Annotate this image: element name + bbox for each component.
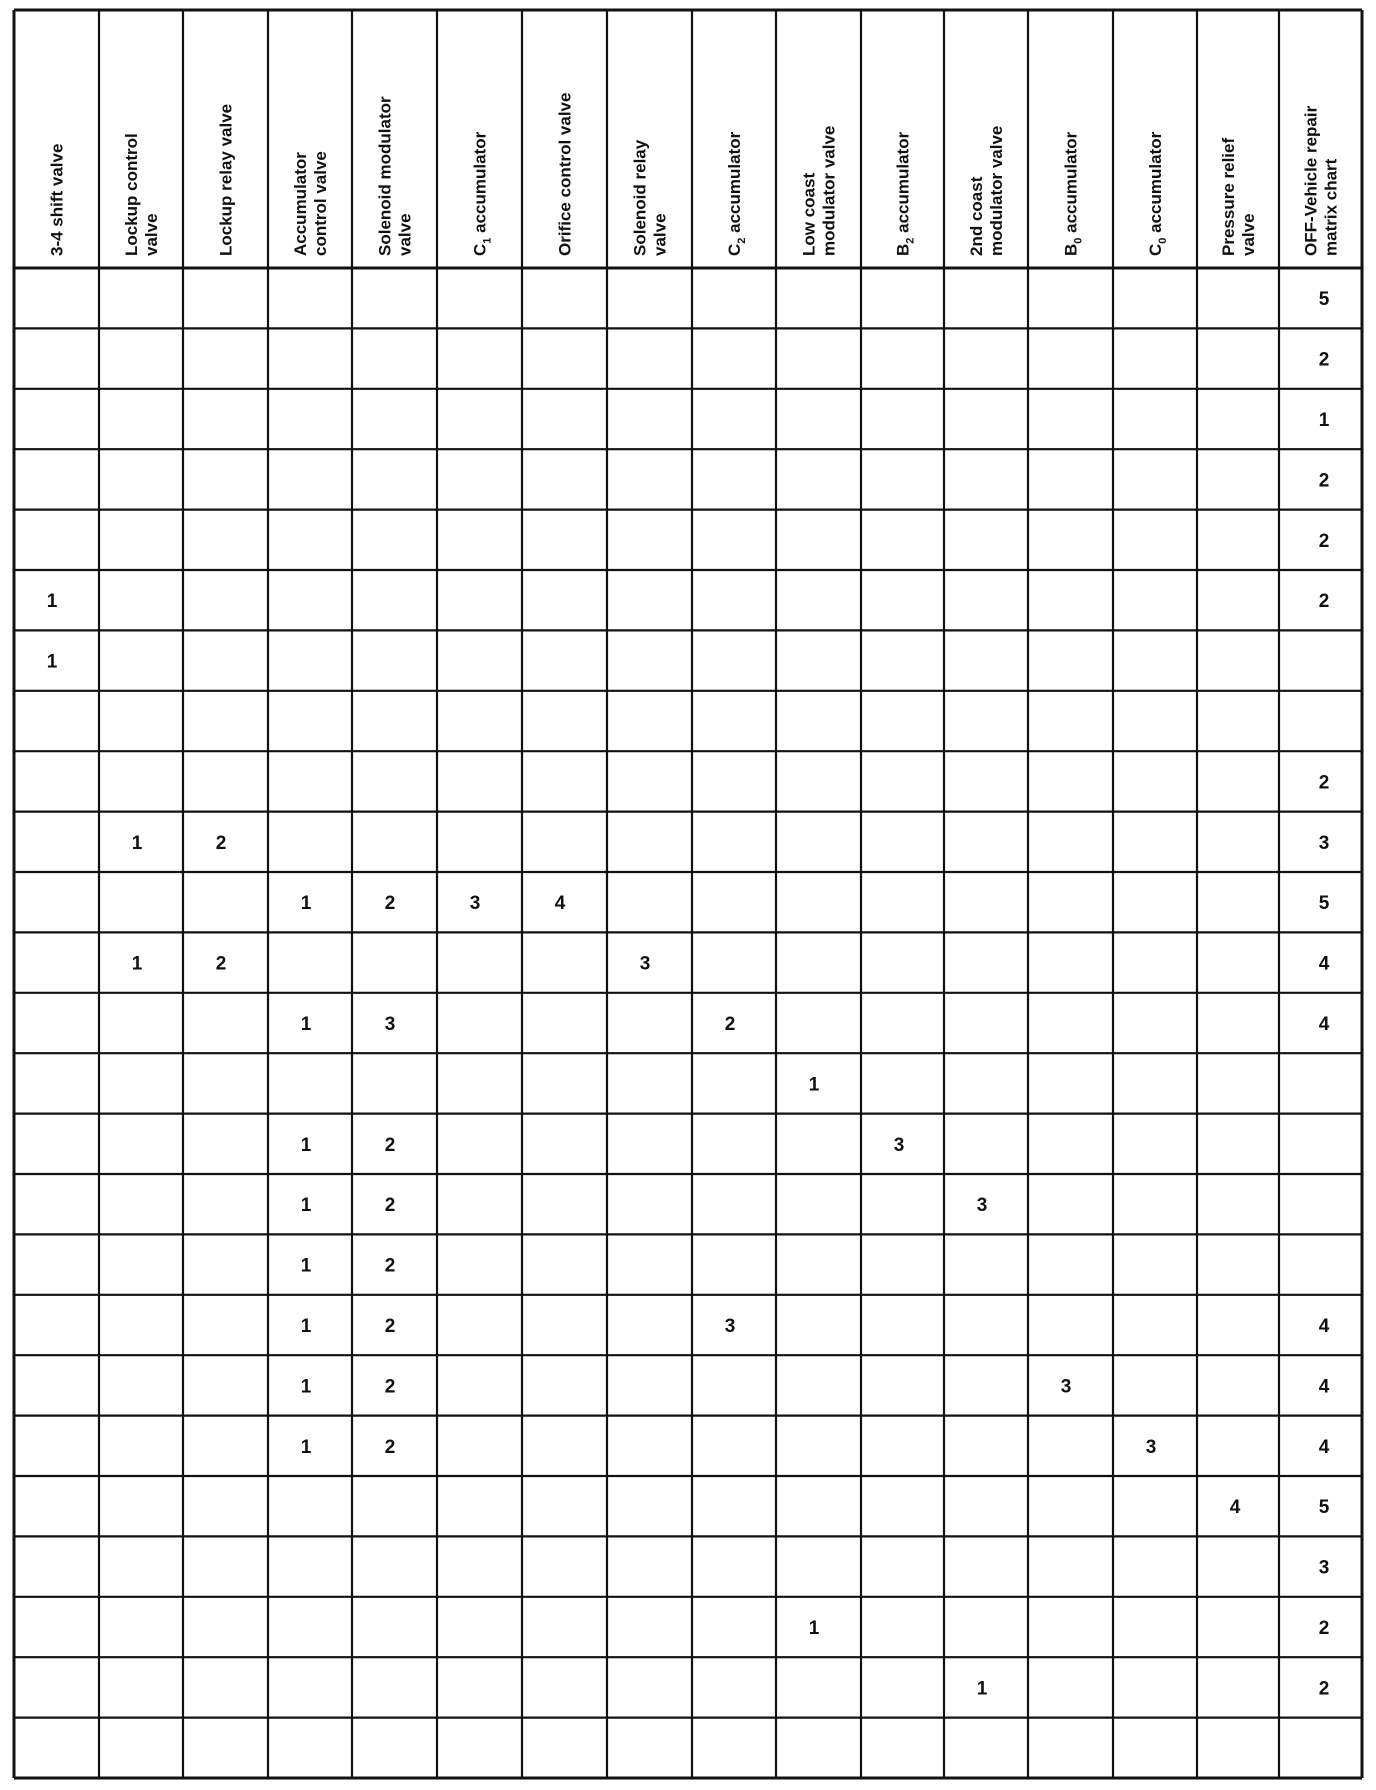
table-cell-r10-c3: 2 bbox=[215, 832, 227, 854]
column-header-7-line-1: valve bbox=[650, 213, 670, 256]
column-header-8-line-0: $C_2$ accumulator bbox=[725, 131, 748, 256]
column-header-6-line-0: Orifice control valve bbox=[555, 92, 575, 256]
table-cell-r12-c16: 4 bbox=[1318, 953, 1330, 975]
table-cell-r17-c4: 1 bbox=[300, 1255, 312, 1277]
table-cell-r21-c16: 5 bbox=[1318, 1497, 1330, 1519]
column-header-15-line-1: matrix chart bbox=[1321, 158, 1341, 256]
column-header-3-line-0: Accumulator bbox=[291, 152, 310, 256]
column-headers bbox=[48, 93, 1341, 256]
table-cell-r19-c5: 2 bbox=[384, 1376, 396, 1398]
table-cell-r21-c15: 4 bbox=[1229, 1497, 1241, 1519]
column-header-0-line-0: 3-4 shift valve bbox=[47, 143, 67, 256]
table-cell-r23-c10: 1 bbox=[808, 1618, 820, 1639]
table-cell-r11-c7: 4 bbox=[554, 893, 566, 915]
table-cell-r13-c16: 4 bbox=[1318, 1014, 1330, 1035]
column-header-9-line-0: Low coast bbox=[799, 172, 819, 256]
column-header-5-line-0: $C_1$ accumulator bbox=[470, 131, 494, 256]
table-cell-r7-c1: 1 bbox=[46, 651, 58, 673]
column-header-12-line-0: $B_0$ accumulator bbox=[1061, 131, 1085, 256]
column-header-4-line-1: valve bbox=[395, 213, 415, 256]
table-cell-r5-c16: 2 bbox=[1318, 530, 1330, 552]
column-header-14-line-0: Pressure relief bbox=[1219, 137, 1238, 256]
table-cell-r12-c2: 1 bbox=[131, 953, 143, 975]
table-cell-r11-c4: 1 bbox=[300, 893, 312, 915]
column-header-14-line-1: valve bbox=[1239, 213, 1258, 256]
column-header-11-line-0: 2nd coast bbox=[967, 176, 986, 256]
table-cell-r18-c4: 1 bbox=[300, 1316, 312, 1337]
table-cell-r24-c16: 2 bbox=[1318, 1678, 1330, 1700]
table-cell-r22-c16: 3 bbox=[1318, 1557, 1330, 1579]
table-cell-r19-c13: 3 bbox=[1060, 1376, 1072, 1398]
table-cell-r16-c12: 3 bbox=[976, 1195, 988, 1217]
table-cell-r11-c16: 5 bbox=[1318, 893, 1330, 915]
table-cell-r4-c16: 2 bbox=[1318, 470, 1330, 492]
table-cell-r6-c1: 1 bbox=[46, 591, 58, 613]
table-cell-r16-c5: 2 bbox=[384, 1195, 396, 1217]
table-cells bbox=[47, 289, 1330, 1699]
table-cell-r16-c4: 1 bbox=[300, 1195, 312, 1217]
column-header-7-line-0: Solenoid relay bbox=[630, 139, 650, 256]
table-cell-r15-c11: 3 bbox=[893, 1134, 905, 1156]
column-header-3-line-1: control valve bbox=[311, 151, 330, 256]
column-header-9-line-1: modulator valve bbox=[819, 125, 839, 256]
table-cell-r18-c16: 4 bbox=[1318, 1316, 1330, 1337]
table-cell-r3-c16: 1 bbox=[1318, 410, 1330, 431]
table-cell-r11-c5: 2 bbox=[384, 893, 396, 915]
table-cell-r11-c6: 3 bbox=[469, 893, 481, 915]
table-cell-r24-c12: 1 bbox=[976, 1678, 988, 1700]
table-cell-r23-c16: 2 bbox=[1318, 1618, 1330, 1639]
table-cell-r9-c16: 2 bbox=[1318, 772, 1330, 794]
table-cell-r19-c16: 4 bbox=[1318, 1376, 1330, 1398]
table-cell-r1-c16: 5 bbox=[1318, 289, 1330, 311]
column-header-13-line-0: $C_0$ accumulator bbox=[1146, 131, 1169, 256]
column-header-11-line-1: modulator valve bbox=[987, 125, 1006, 256]
column-header-1-line-0: Lockup control bbox=[122, 133, 141, 256]
table-cell-r20-c16: 4 bbox=[1318, 1436, 1330, 1458]
table-cell-r20-c4: 1 bbox=[300, 1436, 312, 1458]
table-cell-r15-c5: 2 bbox=[384, 1134, 396, 1156]
table-cell-r20-c14: 3 bbox=[1145, 1436, 1157, 1458]
table-cell-r10-c2: 1 bbox=[131, 832, 143, 854]
column-header-2-line-0: Lockup relay valve bbox=[216, 103, 236, 256]
table-cell-r14-c10: 1 bbox=[808, 1074, 820, 1096]
table-grid bbox=[14, 10, 1362, 1778]
table-cell-r18-c9: 3 bbox=[724, 1316, 736, 1337]
column-header-15-line-0: OFF-Vehicle repair bbox=[1301, 105, 1321, 256]
table-cell-r13-c5: 3 bbox=[384, 1014, 396, 1035]
table-cell-r17-c5: 2 bbox=[384, 1255, 396, 1277]
table-cell-r12-c3: 2 bbox=[215, 953, 227, 975]
column-header-10-line-0: $B_2$ accumulator bbox=[893, 131, 917, 256]
table-cell-r2-c16: 2 bbox=[1318, 349, 1330, 371]
table-cell-r6-c16: 2 bbox=[1318, 591, 1330, 613]
table-cell-r13-c4: 1 bbox=[300, 1014, 312, 1035]
table-cell-r19-c4: 1 bbox=[300, 1376, 312, 1398]
table-cell-r18-c5: 2 bbox=[384, 1316, 396, 1337]
column-header-4-line-0: Solenoid modulator bbox=[375, 96, 395, 256]
table-cell-r15-c4: 1 bbox=[300, 1134, 312, 1156]
table-cell-r10-c16: 3 bbox=[1318, 832, 1330, 854]
table-cell-r12-c8: 3 bbox=[639, 953, 651, 975]
table-cell-r13-c9: 2 bbox=[724, 1014, 736, 1035]
table-cell-r20-c5: 2 bbox=[384, 1436, 396, 1458]
column-header-1-line-1: valve bbox=[142, 213, 161, 256]
